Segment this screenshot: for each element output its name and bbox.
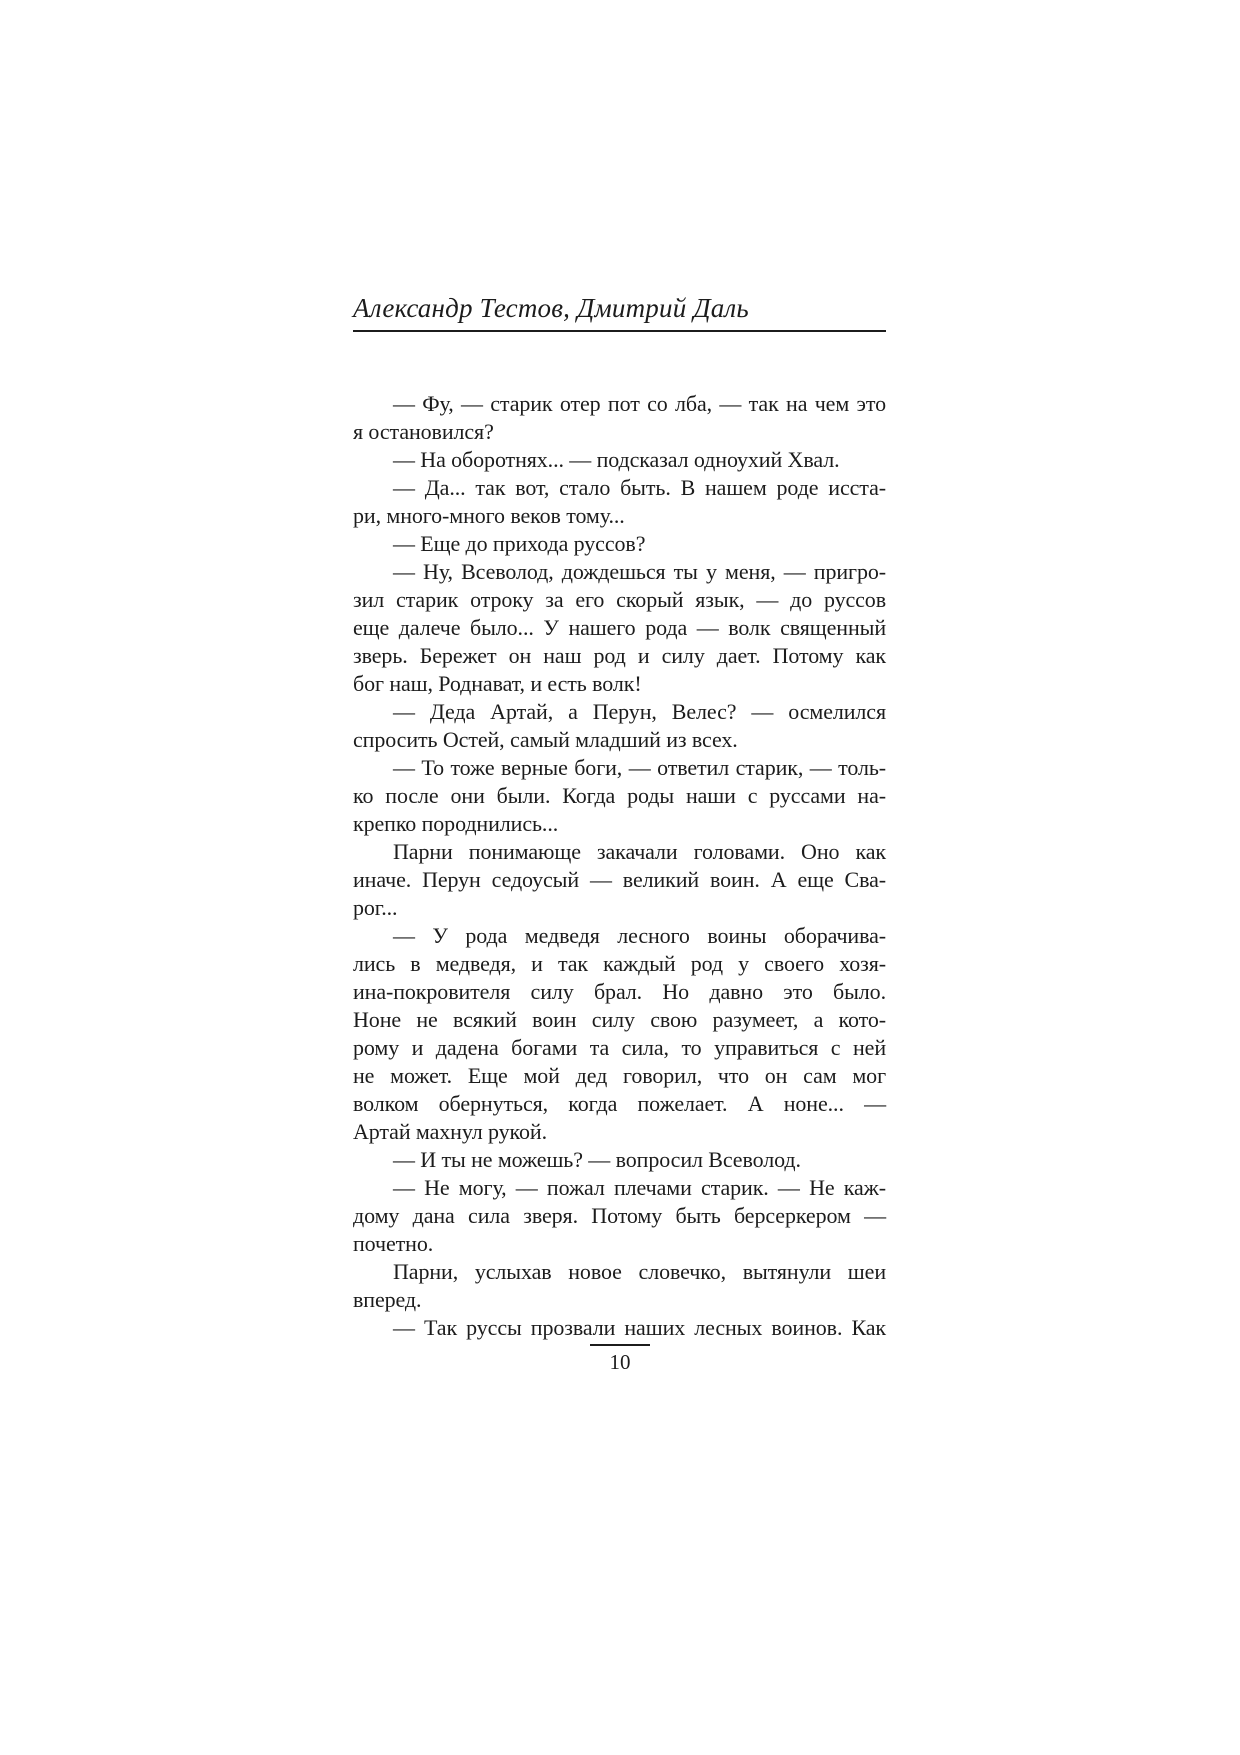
footer-rule — [590, 1344, 650, 1346]
text-line: — И ты не можешь? — вопросил Всеволод. — [393, 1147, 801, 1172]
text-line: дому дана сила зверя. Потому быть берсеркером — — [353, 1203, 886, 1228]
text-line: волком обернуться, когда пожелает. А ноне... — — [353, 1091, 886, 1116]
text-line: Парни, услыхав новое словечко, вытянули шеи — [393, 1259, 886, 1284]
text-line: — Не могу, — пожал плечами старик. — Не каж- — [393, 1175, 886, 1200]
text-column — [353, 290, 886, 1342]
header-rule — [353, 330, 886, 332]
text-line: крепко породнились... — [353, 811, 559, 836]
text-line: рому и дадена богами та сила, то управиться с ней — [353, 1035, 886, 1060]
body-text — [353, 390, 886, 1342]
page-footer — [0, 1344, 1240, 1374]
text-line: — Да... так вот, стало быть. В нашем роде исста- — [393, 475, 886, 500]
page-number: 10 — [609, 1350, 631, 1374]
text-line: вперед. — [353, 1287, 422, 1312]
text-line: я остановился? — [353, 419, 494, 444]
text-line: рог... — [353, 895, 398, 920]
text-line: — На оборотнях... — подсказал одноухий Хвал. — [393, 447, 840, 472]
text-line: почетно. — [353, 1231, 434, 1256]
text-line: — Еще до прихода руссов? — [393, 531, 646, 556]
text-line: еще далече было... У нашего рода — волк священный — [353, 615, 886, 640]
text-line: Артай махнул рукой. — [353, 1119, 547, 1144]
text-line: Ноне не всякий воин силу свою разумеет, а кото- — [353, 1007, 886, 1032]
text-line: не может. Еще мой дед говорил, что он сам мог — [353, 1063, 886, 1088]
text-line: лись в медведя, и так каждый род у своего хозя- — [353, 951, 886, 976]
text-line: — Так руссы прозвали наших лесных воинов. Как — [393, 1315, 886, 1340]
text-line: зверь. Бережет он наш род и силу дает. Потому как — [353, 643, 886, 668]
text-line: ри, много-много веков тому... — [353, 503, 625, 528]
text-line: — Фу, — старик отер пот со лба, — так на чем это — [393, 391, 886, 416]
text-line: зил старик отроку за его скорый язык, — до руссов — [353, 587, 886, 612]
text-line: ина-покровителя силу брал. Но давно это было. — [353, 979, 886, 1004]
text-line: — Ну, Всеволод, дождешься ты у меня, — пригро- — [393, 559, 886, 584]
text-line: бог наш, Роднават, и есть волк! — [353, 671, 642, 696]
text-line: ко после они были. Когда роды наши с руссами на- — [353, 783, 886, 808]
text-line: — Деда Артай, а Перун, Велес? — осмелился — [393, 699, 886, 724]
text-line: — У рода медведя лесного воины оборачива- — [393, 923, 886, 948]
running-header: Александр Тестов, Дмитрий Даль — [353, 293, 749, 323]
text-line: иначе. Перун седоусый — великий воин. А еще Сва- — [353, 867, 886, 892]
text-line: Парни понимающе закачали головами. Оно как — [393, 839, 886, 864]
text-line: спросить Остей, самый младший из всех. — [353, 727, 738, 752]
text-line: — То тоже верные боги, — ответил старик, — толь- — [393, 755, 886, 780]
